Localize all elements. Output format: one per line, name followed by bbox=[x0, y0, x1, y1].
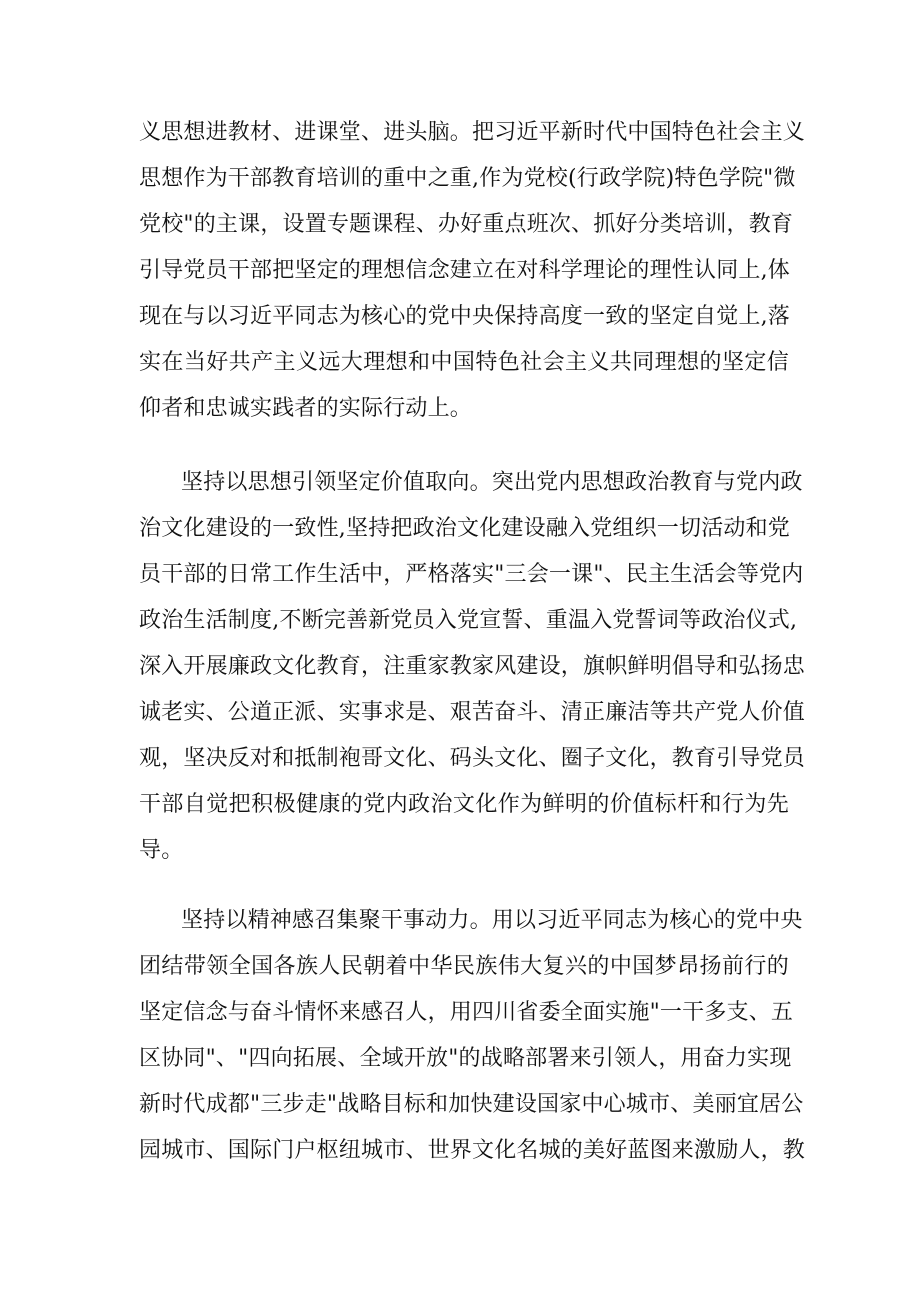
paragraph-3 bbox=[139, 898, 806, 1174]
text-line: 政治生活制度,不断完善新党员入党宣誓、重温入党誓词等政治仪式, bbox=[139, 608, 798, 633]
text-line: 新时代成都"三步走"战略目标和加快建设国家中心城市、美丽宜居公 bbox=[139, 1092, 804, 1117]
text-line: 思想作为干部教育培训的重中之重,作为党校(行政学院)特色学院"微 bbox=[139, 166, 796, 191]
text-line: 引导党员干部把坚定的理想信念建立在对科学理论的理性认同上,体 bbox=[139, 258, 790, 283]
text-line: 现在与以习近平同志为核心的党中央保持高度一致的坚定自觉上,落 bbox=[139, 304, 790, 329]
text-line: 治文化建设的一致性,坚持把政治文化建设融入党组织一切活动和党 bbox=[139, 516, 790, 541]
text-line: 干部自觉把积极健康的党内政治文化作为鲜明的价值标杆和行为先 bbox=[139, 792, 789, 817]
text-line: 诚老实、公道正派、实事求是、艰苦奋斗、清正廉洁等共产党人价值 bbox=[139, 700, 806, 725]
text-line: 团结带领全国各族人民朝着中华民族伟大复兴的中国梦昂扬前行的 bbox=[139, 954, 789, 979]
paragraph-1 bbox=[139, 110, 806, 432]
text-line: 实在当好共产主义远大理想和中国特色社会主义共同理想的坚定信 bbox=[139, 350, 789, 375]
text-line: 义思想进教材、进课堂、进头脑。把习近平新时代中国特色社会主义 bbox=[139, 120, 806, 145]
text-line: 园城市、国际门户枢纽城市、世界文化名城的美好蓝图来激励人，教 bbox=[139, 1138, 806, 1163]
text-line: 坚持以思想引领坚定价值取向。突出党内思想政治教育与党内政 bbox=[181, 470, 803, 495]
text-line: 坚持以精神感召集聚干事动力。用以习近平同志为核心的党中央 bbox=[181, 908, 803, 933]
text-line: 员干部的日常工作生活中，严格落实"三会一课"、民主生活会等党内 bbox=[139, 562, 804, 587]
text-line: 深入开展廉政文化教育，注重家教家风建设，旗帜鲜明倡导和弘扬忠 bbox=[139, 654, 806, 679]
text-line: 导。 bbox=[139, 838, 184, 863]
text-line: 坚定信念与奋斗情怀来感召人，用四川省委全面实施"一干多支、五 bbox=[139, 1000, 794, 1025]
text-line: 区协同"、"四向拓展、全域开放"的战略部署来引领人，用奋力实现 bbox=[139, 1046, 792, 1071]
paragraph-2 bbox=[139, 460, 806, 874]
text-line: 仰者和忠诚实践者的实际行动上。 bbox=[139, 396, 473, 421]
text-line: 观，坚决反对和抵制袍哥文化、码头文化、圈子文化，教育引导党员 bbox=[139, 746, 806, 771]
text-line: 党校"的主课，设置专题课程、办好重点班次、抓好分类培训，教育 bbox=[139, 212, 794, 237]
